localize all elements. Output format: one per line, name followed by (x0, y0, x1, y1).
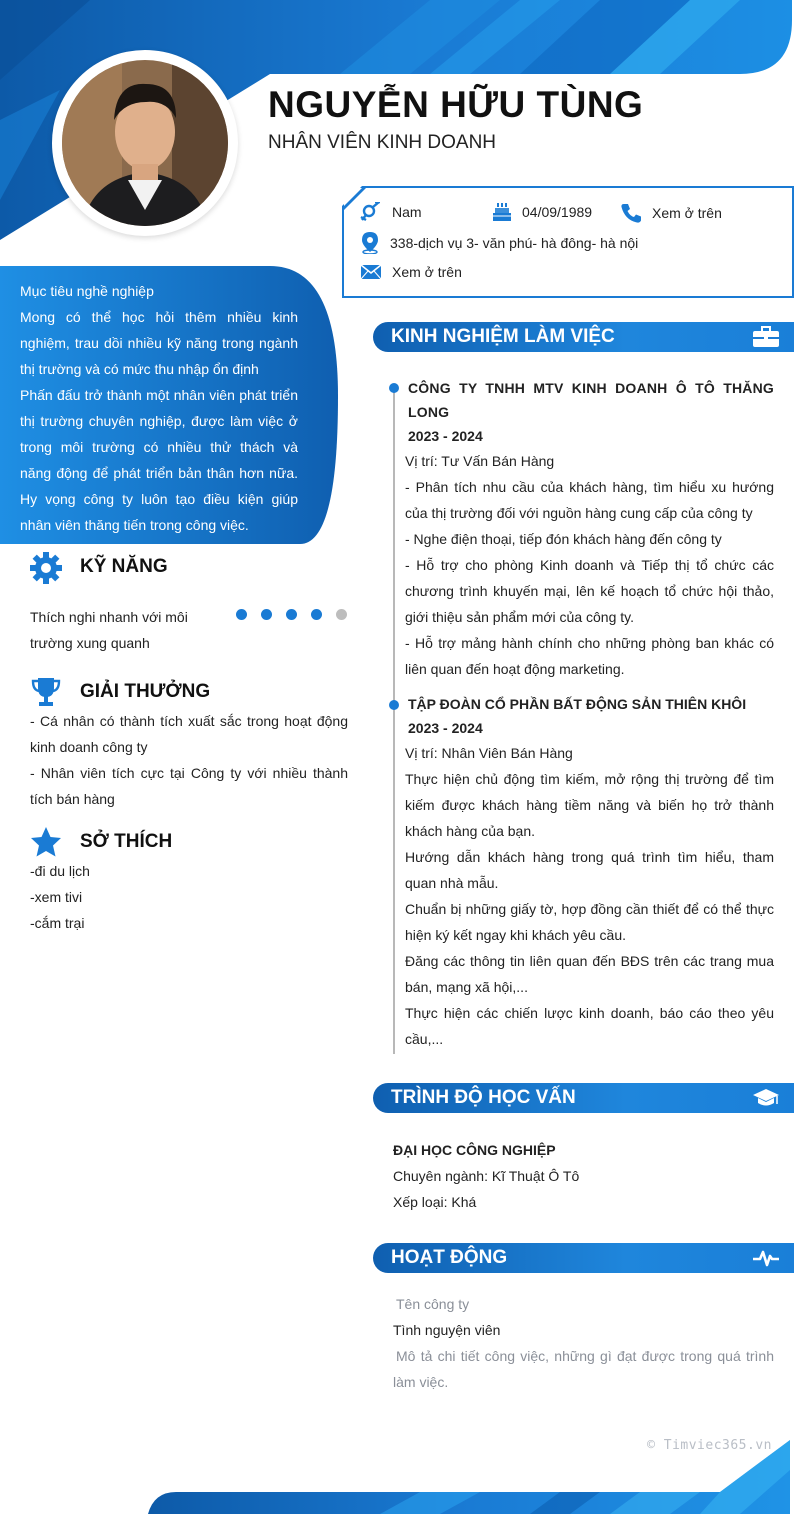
timeline-dot (389, 383, 399, 393)
job-period: 2023 - 2024 (408, 720, 483, 736)
trophy-icon (30, 676, 62, 708)
hobby-item: -đi du lịch (30, 863, 90, 879)
gender-icon (360, 202, 382, 222)
skill-dot-filled (261, 609, 272, 620)
skill-dot-empty (336, 609, 347, 620)
hobbies-list (30, 858, 90, 936)
objective-section (20, 278, 298, 538)
school-name: ĐẠI HỌC CÔNG NGHIỆP (393, 1142, 556, 1158)
education-header (373, 1083, 794, 1113)
experience-header (373, 322, 794, 352)
awards-list (30, 708, 348, 812)
skill-dot-filled (311, 609, 322, 620)
activities-title: HOẠT ĐỘNG (391, 1247, 508, 1268)
job-entry (405, 376, 774, 682)
job-duty: Thực hiện chủ động tìm kiếm, mở rộng thị trường để tìm kiếm được khách hàng tiềm năng và biến họ trở thành khách hàng của bạn. (405, 771, 774, 839)
gear-icon (30, 552, 62, 584)
objective-heading: Mục tiêu nghề nghiệp (20, 283, 154, 299)
location-pin-icon (360, 232, 380, 254)
job-entry (405, 692, 774, 1052)
timeline-dot (389, 700, 399, 710)
email-value: Xem ở trên (392, 264, 462, 280)
experience-timeline (393, 386, 395, 1054)
birthday-cake-icon (492, 202, 512, 222)
phone-icon (620, 202, 642, 224)
contact-address (360, 232, 638, 254)
briefcase-icon (752, 325, 780, 349)
objective-paragraph-1: Mong có thể học hỏi thêm nhiều kinh nghiệm, trau dồi nhiều kỹ năng trong ngành thị trường và có mức thu nhập ổn định (20, 309, 298, 377)
contact-birthday (492, 202, 592, 222)
job-duty: - Hỗ trợ cho phòng Kinh doanh và Tiếp thị tổ chức các chương trình khuyến mại, lên kế hoạch tổ chức hội thảo, giới thiệu sản phẩm mới của công ty. (405, 557, 774, 625)
avatar (62, 60, 228, 226)
education-major: Chuyên ngành: Kĩ Thuật Ô Tô (393, 1168, 580, 1184)
skill-dot-filled (236, 609, 247, 620)
award-item: - Cá nhân có thành tích xuất sắc trong hoạt động kinh doanh công ty (30, 713, 348, 755)
job-period: 2023 - 2024 (408, 428, 483, 444)
activities-header (373, 1243, 794, 1273)
hobby-item: -cắm trại (30, 915, 85, 931)
activity-organization: Tên công ty (396, 1296, 470, 1312)
experience-title: KINH NGHIỆM LÀM VIỆC (391, 326, 615, 347)
watermark: © Timviec365.vn (647, 1438, 772, 1453)
email-icon (360, 264, 382, 280)
candidate-name: NGUYỄN HỮU TÙNG (268, 84, 644, 125)
hobbies-title: SỞ THÍCH (80, 831, 173, 852)
hobby-item: -xem tivi (30, 889, 83, 905)
phone-value: Xem ở trên (652, 205, 722, 221)
job-duty: - Phân tích nhu cầu của khách hàng, tìm hiểu xu hướng của thị trường đối với nguồn hàng cung cấp của công ty (405, 479, 774, 521)
job-role: Vị trí: Nhân Viên Bán Hàng (405, 745, 573, 761)
footer-banner (0, 1440, 800, 1514)
education-grade: Xếp loại: Khá (393, 1194, 477, 1210)
activity-role: Tình nguyện viên (393, 1322, 501, 1338)
skill-dot-filled (286, 609, 297, 620)
birthday-value: 04/09/1989 (522, 204, 593, 220)
pulse-icon (752, 1246, 780, 1270)
graduation-cap-icon (752, 1086, 780, 1110)
job-duty: - Hỗ trợ mảng hành chính cho những phòng ban khác có liên quan đến hoạt động marketing. (405, 635, 774, 677)
education-entry (393, 1137, 579, 1215)
award-item: - Nhân viên tích cực tại Công ty với nhiều thành tích bán hàng (30, 765, 348, 807)
skills-title: KỸ NĂNG (80, 556, 168, 577)
gender-value: Nam (392, 204, 422, 220)
objective-paragraph-2: Phấn đấu trở thành một nhân viên phát triển thị trường chuyên nghiệp, được làm việc ở trong môi trường có nhiều thử thách và năng động để phát triển bản thân hơn nữa. Hy vọng công ty luôn tạo điều kiện giúp nhân viên thăng tiến trong công việc. (20, 387, 298, 533)
activity-description: Mô tả chi tiết công việc, những gì đạt được trong quá trình làm việc. (393, 1348, 774, 1390)
contact-email (360, 264, 462, 280)
candidate-position: NHÂN VIÊN KINH DOANH (268, 132, 497, 153)
skill-name: Thích nghi nhanh với môi trường xung quanh (30, 609, 188, 651)
address-value: 338-dịch vụ 3- văn phú- hà đông- hà nội (390, 235, 639, 251)
job-company: TẬP ĐOÀN CỔ PHẦN BẤT ĐỘNG SẢN THIÊN KHÔI (408, 696, 747, 712)
job-role: Vị trí: Tư Vấn Bán Hàng (405, 453, 555, 469)
education-title: TRÌNH ĐỘ HỌC VẤN (391, 1087, 576, 1108)
job-duty: - Nghe điện thoại, tiếp đón khách hàng đến công ty (405, 531, 722, 547)
job-company: CÔNG TY TNHH MTV KINH DOANH Ô TÔ THĂNG LONG (408, 380, 774, 420)
job-duty: Hướng dẫn khách hàng trong quá trình tìm hiểu, tham quan nhà mẫu. (405, 849, 774, 891)
awards-title: GIẢI THƯỞNG (80, 681, 211, 702)
job-duty: Thực hiện các chiến lược kinh doanh, báo cáo theo yêu cầu,... (405, 1005, 774, 1047)
activity-entry (393, 1291, 774, 1395)
contact-phone (620, 202, 722, 224)
contact-gender (360, 202, 422, 222)
job-duty: Đăng các thông tin liên quan đến BĐS trên các trang mua bán, mạng xã hội,... (405, 953, 774, 995)
job-duty: Chuẩn bị những giấy tờ, hợp đồng cần thiết để có thể thực hiện ký kết ngay khi khách yêu cầu. (405, 901, 774, 943)
star-icon (30, 826, 62, 858)
